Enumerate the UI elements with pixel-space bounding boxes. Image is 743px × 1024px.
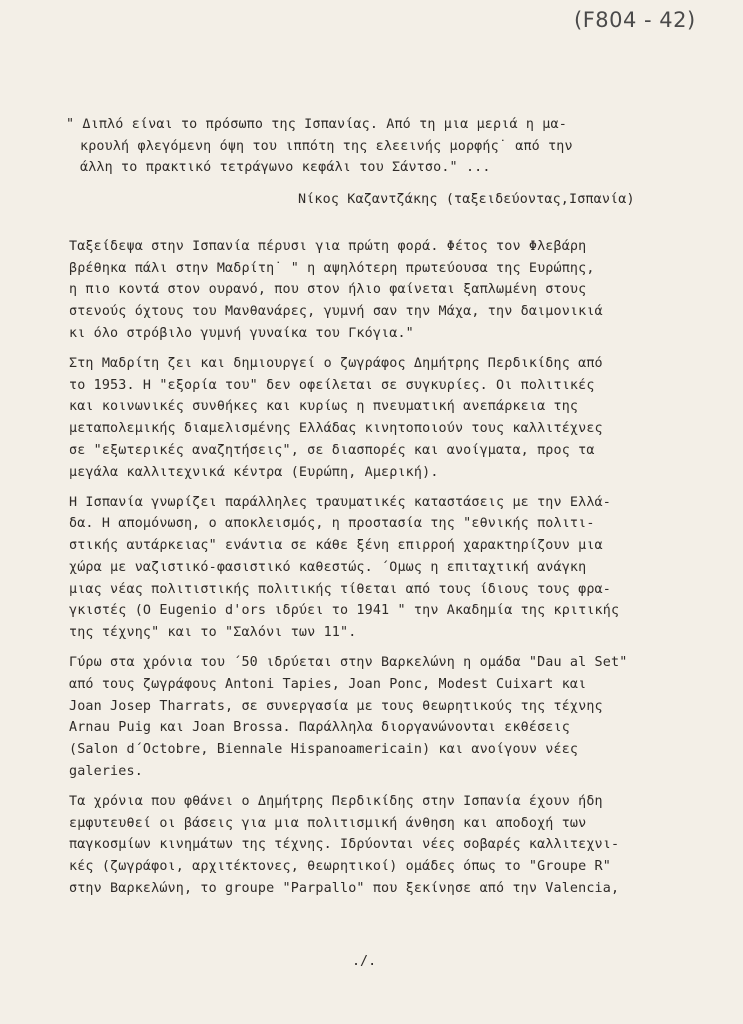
epigraph-attribution: Νίκος Καζαντζάκης (ταξειδεύοντας,Ισπανία): [298, 192, 635, 207]
paragraph: [69, 236, 627, 345]
text-line: μεγάλα καλλιτεχνικά κέντρα (Ευρώπη, Αμερική).: [69, 464, 439, 480]
epigraph-line: " Διπλό είναι το πρόσωπο της Ισπανίας. Από τη μια μεριά η μα-: [66, 117, 567, 132]
epigraph-line: άλλη το πρακτικό τετράγωνο κεφάλι του Σάντσο." ...: [80, 160, 491, 176]
text-line: βρέθηκα πάλι στην Μαδρίτη˙ " η αψηλότερη πρωτεύουσα της Ευρώπης,: [69, 260, 595, 276]
text-line: Joan Josep Tharrats, σε συνεργασία με τους θεωρητικούς της τέχνης: [69, 698, 603, 714]
text-line: Arnau Puig και Joan Brossa. Παράλληλα διοργανώνονται εκθέσεις: [69, 720, 570, 736]
text-line: δα. Η απομόνωση, ο αποκλεισμός, η προστασία της "εθνικής πολιτι-: [69, 516, 595, 532]
text-line: Ταξείδεψα στην Ισπανία πέρυσι για πρώτη φορά. Φέτος τον Φλεβάρη: [69, 239, 587, 254]
text-line: στενούς όχτους του Μανθανάρες, γυμνή σαν την Μάχα, την δαιμονικιά: [69, 304, 603, 320]
text-line: κι όλο στρόβιλο γυμνή γυναίκα του Γκόγια.": [69, 325, 414, 341]
epigraph-quote: [66, 114, 573, 179]
text-line: από τους ζωγράφους Antoni Tapies, Joan Ponc, Modest Cuixart και: [69, 676, 587, 692]
text-line: Τα χρόνια που φθάνει ο Δημήτρης Περδικίδης στην Ισπανία έχουν ήδη: [69, 793, 603, 809]
epigraph-line: κρουλή φλεγόμενη όψη του ιππότη της ελεεινής μορφής˙ από την: [80, 138, 573, 154]
text-line: (Salon d΄Octobre, Biennale Hispanoamericain) και ανοίγουν νέες: [69, 741, 579, 757]
text-line: της τέχνης" και το "Σαλόνι των 11".: [69, 624, 357, 640]
text-line: galeries.: [69, 763, 143, 779]
text-line: μεταπολεμικής διαμελισμένης Ελλάδας κινητοποιούν τους καλλιτέχνες: [69, 421, 603, 437]
text-line: μιας νέας πολιτιστικής πολιτικής τίθεται από τους ίδιους τους φρα-: [69, 581, 611, 597]
text-line: παγκοσμίων κινημάτων της τέχνης. Ιδρύονται νέες σοβαρές καλλιτεχνι-: [69, 837, 620, 853]
text-line: χώρα με ναζιστικό-φασιστικό καθεστώς. ΄Ομως η επιταχτική ανάγκη: [69, 559, 587, 575]
text-line: η πιο κοντά στον ουρανό, που στον ήλιο φαίνεται ξαπλωμένη στους: [69, 282, 587, 298]
text-line: Γύρω στα χρόνια του ΄50 ιδρύεται στην Βαρκελώνη η ομάδα "Dau al Set": [69, 655, 628, 671]
text-line: στικής αυτάρκειας" ενάντια σε κάθε ξένη επιρροή χαρακτηρίζουν μια: [69, 538, 603, 554]
text-line: γκιστές (Ο Eugenio d'ors ιδρύει το 1941 " την Ακαδημία της κριτικής: [69, 603, 620, 619]
paragraph: [69, 353, 627, 483]
text-line: το 1953. Η "εξορία του" δεν οφείλεται σε συγκυρίες. Οι πολιτικές: [69, 377, 595, 393]
archive-reference-handwritten: (F804 - 42): [574, 8, 696, 32]
paragraph: [69, 791, 627, 900]
paragraph: [69, 652, 627, 782]
text-line: Η Ισπανία γνωρίζει παράλληλες τραυματικές καταστάσεις με την Ελλά-: [69, 494, 611, 510]
text-line: Στη Μαδρίτη ζει και δημιουργεί ο ζωγράφος Δημήτρης Περδικίδης από: [69, 356, 603, 372]
text-line: στην Βαρκελώνη, το groupe "Parpallo" που ξεκίνησε από την Valencia,: [69, 880, 620, 896]
text-line: σε "εξωτερικές αναζητήσεις", σε διασπορές και ανοίγματα, προς τα: [69, 442, 595, 458]
text-line: και κοινωνικές συνθήκες και κυρίως η πνευματική ανεπάρκεια της: [69, 399, 579, 415]
page-continuation-marker: ./.: [352, 954, 377, 969]
text-line: κές (ζωγράφοι, αρχιτέκτονες, θεωρητικοί) ομάδες όπως το "Groupe R": [69, 858, 611, 874]
body-text: [69, 236, 627, 908]
text-line: εμφυτευθεί οι βάσεις για μια πολιτισμική άνθηση και αποδοχή των: [69, 815, 587, 831]
paragraph: [69, 492, 627, 644]
